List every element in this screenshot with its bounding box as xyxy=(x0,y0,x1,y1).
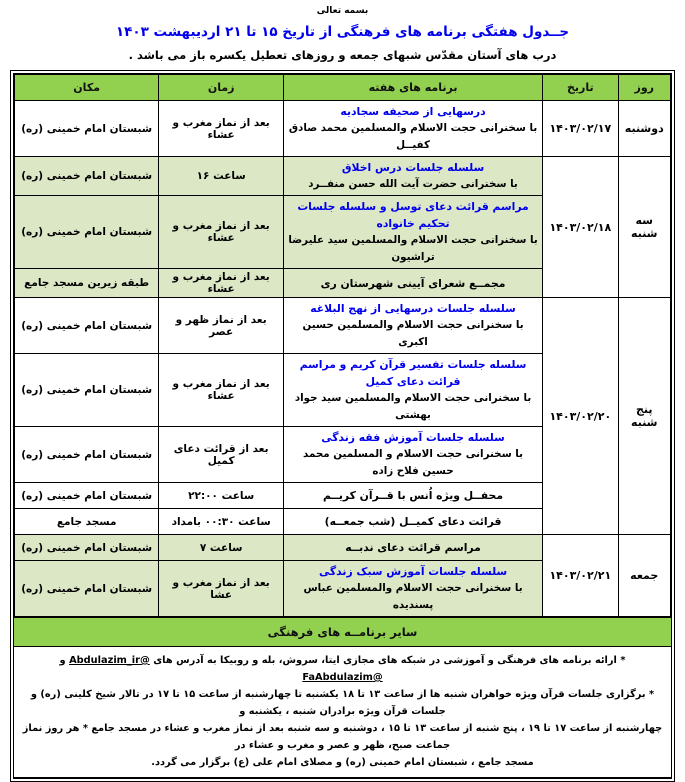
column-header-program: برنامه های هفته xyxy=(283,75,542,101)
social-handle-link[interactable]: @Abdulazim_ir xyxy=(69,655,150,666)
location-cell: شبستان امام خمینی (ره) xyxy=(15,101,159,157)
column-header-time: زمان xyxy=(159,75,284,101)
day-cell: جمعه xyxy=(618,535,670,617)
program-title: مراسم قرائت دعای توسل و سلسله جلسات تحکیم خانواده xyxy=(297,200,529,230)
time-cell: ساعت ۰۰:۳۰ بامداد xyxy=(159,509,284,535)
program-cell xyxy=(283,483,542,509)
location-cell: مسجد جامع xyxy=(15,509,159,535)
date-cell: ۱۴۰۳/۰۲/۱۸ xyxy=(543,157,618,298)
program-speaker: با سخنرانی حجت الاسلام والمسلمین سید جواد بهشتی xyxy=(294,392,532,421)
column-header-location: مکان xyxy=(15,75,159,101)
social-handle-link[interactable]: @FaAbdulazim xyxy=(302,672,383,683)
time-cell: بعد از نماز مغرب و عشاء xyxy=(159,354,284,427)
program-speaker: با سخنرانی حضرت آیت الله حسن منفــرد xyxy=(308,178,518,190)
page-title: جــدول هفتگی برنامه های فرهنگی از تاریخ ۱۵ تا ۲۱ اردیبهشت ۱۴۰۳ xyxy=(115,24,570,40)
program-cell xyxy=(283,101,542,157)
location-cell: شبستان امام خمینی (ره) xyxy=(15,561,159,617)
program-cell xyxy=(283,196,542,269)
program-title: مجمــع شعرای آیینی شهرستان ری xyxy=(320,276,506,290)
program-speaker: با سخنرانی حجت الاسلام و المسلمین محمد حسین فلاح زاده xyxy=(303,448,524,477)
time-cell: بعد از نماز ظهر و عصر xyxy=(159,298,284,354)
program-speaker: با سخنرانی حجت الاسلام والمسلمین حسین اکبری xyxy=(302,319,524,348)
program-title: محفــل ویژه اُنس با قــرآن کریــم xyxy=(323,489,504,502)
program-title: سلسله جلسات درس اخلاق xyxy=(341,161,485,174)
program-title: سلسله جلسات آموزش سبک زندگی xyxy=(318,565,508,578)
location-cell: شبستان امام خمینی (ره) xyxy=(15,196,159,269)
footer-line-2: * برگزاری جلسات قرآن ویژه خواهران شنبه ها از ساعت ۱۳ تا ۱۸ یکشنبه تا چهارشنبه از ساعت ۱۵ تا ۱۷ در تالار شیخ کلینی (ره) و جلسات قرآن ویژه برادران شنبه ، یکشنبه و xyxy=(30,689,655,717)
time-cell: ساعت ۲۲:۰۰ xyxy=(159,483,284,509)
time-cell: بعد از نماز مغرب و عشاء xyxy=(159,101,284,157)
location-cell: شبستان امام خمینی (ره) xyxy=(15,157,159,196)
program-row xyxy=(15,298,671,354)
program-speaker: با سخنرانی حجت الاسلام والمسلمین عباس پسندیده xyxy=(303,582,523,611)
program-cell xyxy=(283,298,542,354)
time-cell: بعد از نماز مغرب و عشاء xyxy=(159,269,284,298)
location-cell: شبستان امام خمینی (ره) xyxy=(15,483,159,509)
column-header-day: روز xyxy=(618,75,670,101)
header-row xyxy=(15,75,671,101)
program-title: مراسم قرائت دعای ندبــه xyxy=(345,541,481,554)
program-title: سلسله جلسات تفسیر قرآن کریم و مراسم قرائت دعای کمیل xyxy=(299,358,527,388)
footer-line-3: چهارشنبه از ساعت ۱۷ تا ۱۹ ، پنج شنبه از ساعت ۱۳ تا ۱۵ ، دوشنبه و سه شنبه بعد از نماز مغرب و عشاء در مسجد جامع * هر روز نماز جماعت صبح، ظهر و عصر و مغرب و عشاء در xyxy=(22,723,663,751)
date-cell: ۱۴۰۳/۰۲/۲۱ xyxy=(543,535,618,617)
time-cell: بعد از نماز مغرب و عشا xyxy=(159,561,284,617)
program-title: درسهایی از صحیفه سجادیه xyxy=(340,105,486,118)
page-subtitle: درب های آستان مقدّس شبهای جمعه و روزهای تعطیل یکسره باز می باشد . xyxy=(128,48,557,62)
page-header xyxy=(0,0,685,62)
day-cell: دوشنبه xyxy=(618,101,670,157)
schedule-frame xyxy=(10,70,675,782)
program-speaker: با سخنرانی حجت الاسلام والمسلمین محمد صادق کفیــل xyxy=(288,122,538,151)
program-title: سلسله جلسات آموزش فقه زندگی xyxy=(321,431,505,444)
program-cell xyxy=(283,157,542,196)
time-cell: ساعت ۱۶ xyxy=(159,157,284,196)
footer-line-1 xyxy=(20,652,665,686)
time-cell: ساعت ۷ xyxy=(159,535,284,561)
footer-line-1-text: * ارائه برنامه های فرهنگی و آموزشی در شبکه های مجازی ایتا، سروش، بله و روبیکا به آدرس های xyxy=(153,655,626,666)
program-cell xyxy=(283,354,542,427)
footer-notes xyxy=(14,646,671,778)
program-cell xyxy=(283,509,542,535)
program-cell xyxy=(283,535,542,561)
program-title: قرائت دعای کمیــل (شب جمعــه) xyxy=(324,515,502,528)
program-title: سلسله جلسات درسهایی از نهج البلاغه xyxy=(310,302,516,315)
footer-line-4: مسجد جامع ، شبستان امام خمینی (ره) و مصلای امام علی (ع) برگزار می گردد. xyxy=(151,757,534,768)
location-cell: شبستان امام خمینی (ره) xyxy=(15,354,159,427)
footer-conjunction: و xyxy=(59,655,66,666)
location-cell: شبستان امام خمینی (ره) xyxy=(15,535,159,561)
date-cell: ۱۴۰۳/۰۲/۲۰ xyxy=(543,298,618,535)
program-row xyxy=(15,157,671,196)
location-cell: شبستان امام خمینی (ره) xyxy=(15,298,159,354)
program-cell xyxy=(283,427,542,483)
time-cell: بعد از نماز مغرب و عشاء xyxy=(159,196,284,269)
date-cell: ۱۴۰۳/۰۲/۱۷ xyxy=(543,101,618,157)
program-cell xyxy=(283,269,542,298)
program-cell xyxy=(283,561,542,617)
schedule-table xyxy=(14,74,671,617)
day-cell: پنج شنبه xyxy=(618,298,670,535)
location-cell: طبقه زیرین مسجد جامع xyxy=(15,269,159,298)
other-programs-banner: سایر برنامــه های فرهنگی xyxy=(14,617,671,646)
day-cell: سه شنبه xyxy=(618,157,670,298)
program-row xyxy=(15,101,671,157)
program-speaker: با سخنرانی حجت الاسلام والمسلمین سید علیرضا تراشیون xyxy=(288,234,538,263)
location-cell: شبستان امام خمینی (ره) xyxy=(15,427,159,483)
bismillah-text: بسمه تعالی xyxy=(316,6,369,16)
program-row xyxy=(15,535,671,561)
column-header-date: تاریخ xyxy=(543,75,618,101)
time-cell: بعد از قرائت دعای کمیل xyxy=(159,427,284,483)
